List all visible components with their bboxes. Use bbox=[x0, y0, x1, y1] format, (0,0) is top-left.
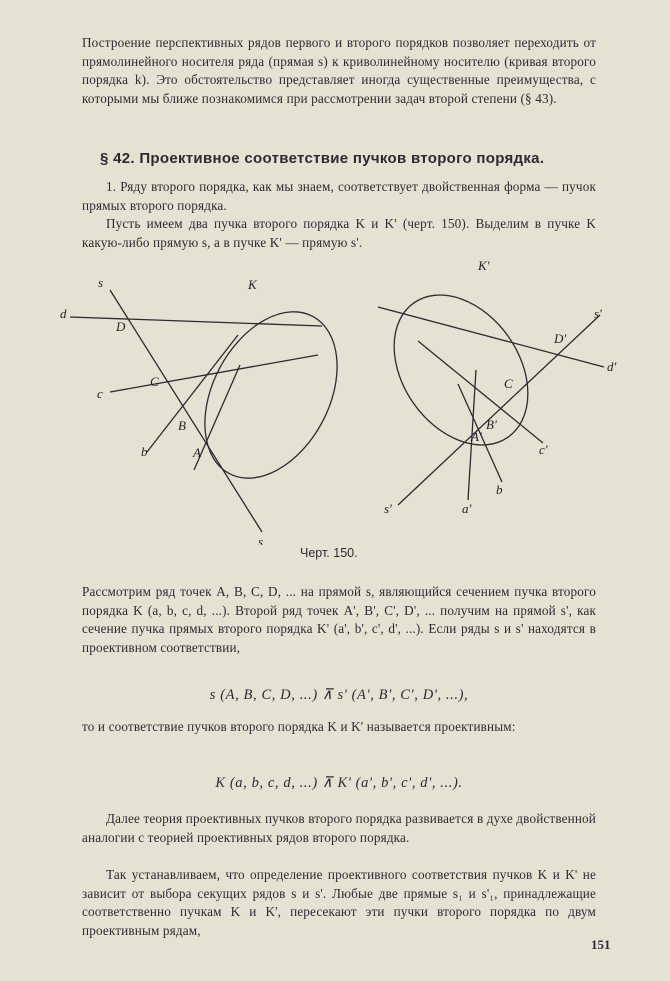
formula-rows: s (A, B, C, D, ...) ⊼ s' (A', B', C', D', ...), bbox=[209, 687, 469, 703]
paragraph-2: Пусть имеем два пучка второго порядка K и K' (черт. 150). Выделим в пучке K какую-либо прямую s, а в пучке K' — прямую s'. bbox=[82, 216, 596, 250]
paragraph-1: 1. Ряду второго порядка, как мы знаем, соответствует двойственная форма — пучок прямых второго порядка. bbox=[82, 179, 596, 213]
page-number: 151 bbox=[591, 937, 611, 952]
line-s-left bbox=[110, 290, 262, 532]
label-s-prime-top: s' bbox=[594, 306, 602, 321]
paragraph-6: Так устанавливаем, что определение проективного соответствия пучков K и K' не зависит от выбора секущих рядов s и s'. Любые две прямые s₁ и s'₁, принадлежащие соответственно пучкам K и K', пересекают эти пучки второго порядка по двум проективным рядам, bbox=[82, 867, 596, 938]
label-K-prime: K' bbox=[478, 258, 490, 273]
label-B-prime: B' bbox=[486, 417, 497, 432]
paragraph-4: то и соответствие пучков второго порядка K и K' называется проективным: bbox=[82, 719, 516, 734]
label-c-prime: c' bbox=[539, 442, 548, 457]
label-K: K bbox=[248, 277, 257, 292]
label-A: A bbox=[193, 445, 201, 460]
left-conic bbox=[178, 289, 364, 501]
label-s-prime-bottom: s' bbox=[384, 501, 392, 516]
line-c-left bbox=[110, 355, 318, 392]
figure-150 bbox=[0, 250, 670, 545]
label-D-prime: D' bbox=[554, 331, 567, 346]
label-c: c bbox=[97, 386, 103, 401]
label-D: D bbox=[116, 319, 126, 334]
label-d: d bbox=[60, 306, 67, 321]
line-d-left bbox=[70, 317, 322, 326]
label-C: C bbox=[150, 374, 159, 389]
label-b: b bbox=[141, 444, 148, 459]
figure-caption: Черт. 150. bbox=[300, 546, 358, 560]
label-C-right: C bbox=[504, 376, 513, 391]
intro-paragraph: Построение перспективных рядов первого и второго порядков позволяет переходить от прямолинейного носителя ряда (прямая s) к криволинейному носителю (кривая второго порядка k). Это обстоятельство представляет иногда существенные преимущества, с которыми мы ближе познакомимся при рассмотрении задач второй степени (§ 43). bbox=[82, 35, 596, 106]
paragraph-5: Далее теория проективных пучков второго порядка развивается в духе двойственной аналогии с теорией проективных рядов второго порядка. bbox=[82, 811, 596, 845]
label-a-prime: a' bbox=[462, 501, 472, 516]
label-b-right: b bbox=[496, 482, 503, 497]
formula-pencils: K (a, b, c, d, ...) ⊼ K' (a', b', c', d', ...). bbox=[215, 775, 463, 791]
label-B: B bbox=[178, 418, 186, 433]
right-conic bbox=[366, 270, 555, 471]
line-b-left bbox=[147, 335, 238, 452]
label-s-top: s bbox=[98, 275, 104, 290]
section-heading: § 42. Проективное соответствие пучков второго порядка. bbox=[100, 150, 545, 167]
label-d-prime: d' bbox=[607, 359, 617, 374]
paragraph-3: Рассмотрим ряд точек A, B, C, D, ... на прямой s, являющийся сечением пучка второго порядка K (a, b, c, d, ...). Второй ряд точек A', B', C', D', ... получим на прямой s', как сечение пучка прямых второго порядка K' (a', b', c', d', ...). Если ряды s и s' находятся в проективном соответствии, bbox=[82, 584, 596, 655]
label-s-bottom: s bbox=[258, 534, 264, 545]
label-A-prime: A' bbox=[471, 429, 482, 444]
